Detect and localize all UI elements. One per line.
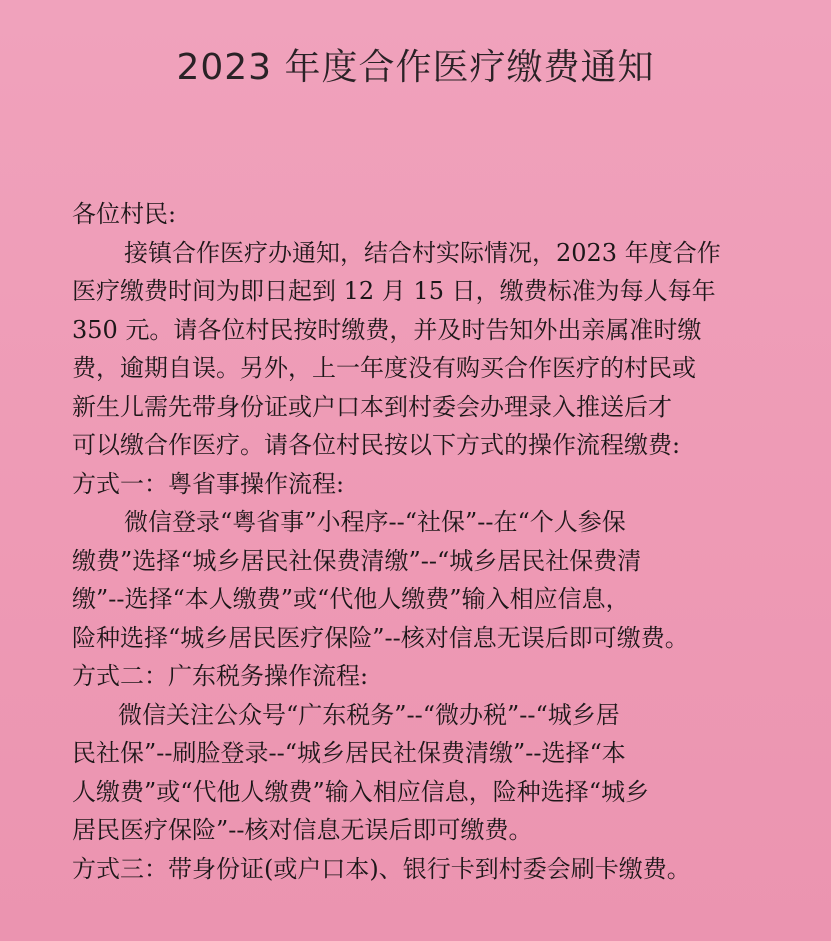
notice-title: 2023 年度合作医疗缴费通知 bbox=[176, 47, 655, 88]
notice-body bbox=[72, 195, 812, 888]
paragraph-line: 350 元。请各位村民按时缴费，并及时告知外出亲属准时缴 bbox=[72, 315, 702, 344]
method-two-heading: 方式二：广东税务操作流程: bbox=[72, 662, 369, 690]
method-one-heading: 方式一：粤省事操作流程: bbox=[72, 469, 345, 498]
method-one-line: 微信登录“粤省事”小程序--“社保”--在“个人参保 bbox=[124, 508, 626, 536]
paragraph-line: 新生儿需先带身份证或户口本到村委会办理录入推送后才 bbox=[72, 392, 672, 421]
method-two-line: 微信关注公众号“广东税务”--“微办税”--“城乡居 bbox=[118, 700, 620, 729]
salutation: 各位村民: bbox=[72, 200, 177, 228]
method-one-line: 缴费”选择“城乡居民社保费清缴”--“城乡居民社保费清 bbox=[72, 546, 642, 575]
method-three-line: 方式三：带身份证(或户口本)、银行卡到村委会刷卡缴费。 bbox=[72, 854, 691, 883]
method-two-line: 居民医疗保险”--核对信息无误后即可缴费。 bbox=[72, 816, 533, 844]
method-one-line: 缴”--选择“本人缴费”或“代他人缴费”输入相应信息， bbox=[72, 585, 630, 613]
paragraph-line: 接镇合作医疗办通知，结合村实际情况，2023 年度合作 bbox=[124, 238, 721, 267]
method-one-line: 险种选择“城乡居民医疗保险”--核对信息无误后即可缴费。 bbox=[72, 623, 689, 652]
method-two-line: 民社保”--刷脸登录--“城乡居民社保费清缴”--选择“本 bbox=[72, 739, 626, 767]
paragraph-line: 费，逾期自误。另外，上一年度没有购买合作医疗的村民或 bbox=[72, 354, 696, 382]
paragraph-line: 医疗缴费时间为即日起到 12 月 15 日，缴费标准为每人每年 bbox=[72, 277, 716, 305]
paragraph-line: 可以缴合作医疗。请各位村民按以下方式的操作流程缴费: bbox=[72, 431, 681, 459]
method-two-line: 人缴费”或“代他人缴费”输入相应信息，险种选择“城乡 bbox=[72, 777, 650, 806]
